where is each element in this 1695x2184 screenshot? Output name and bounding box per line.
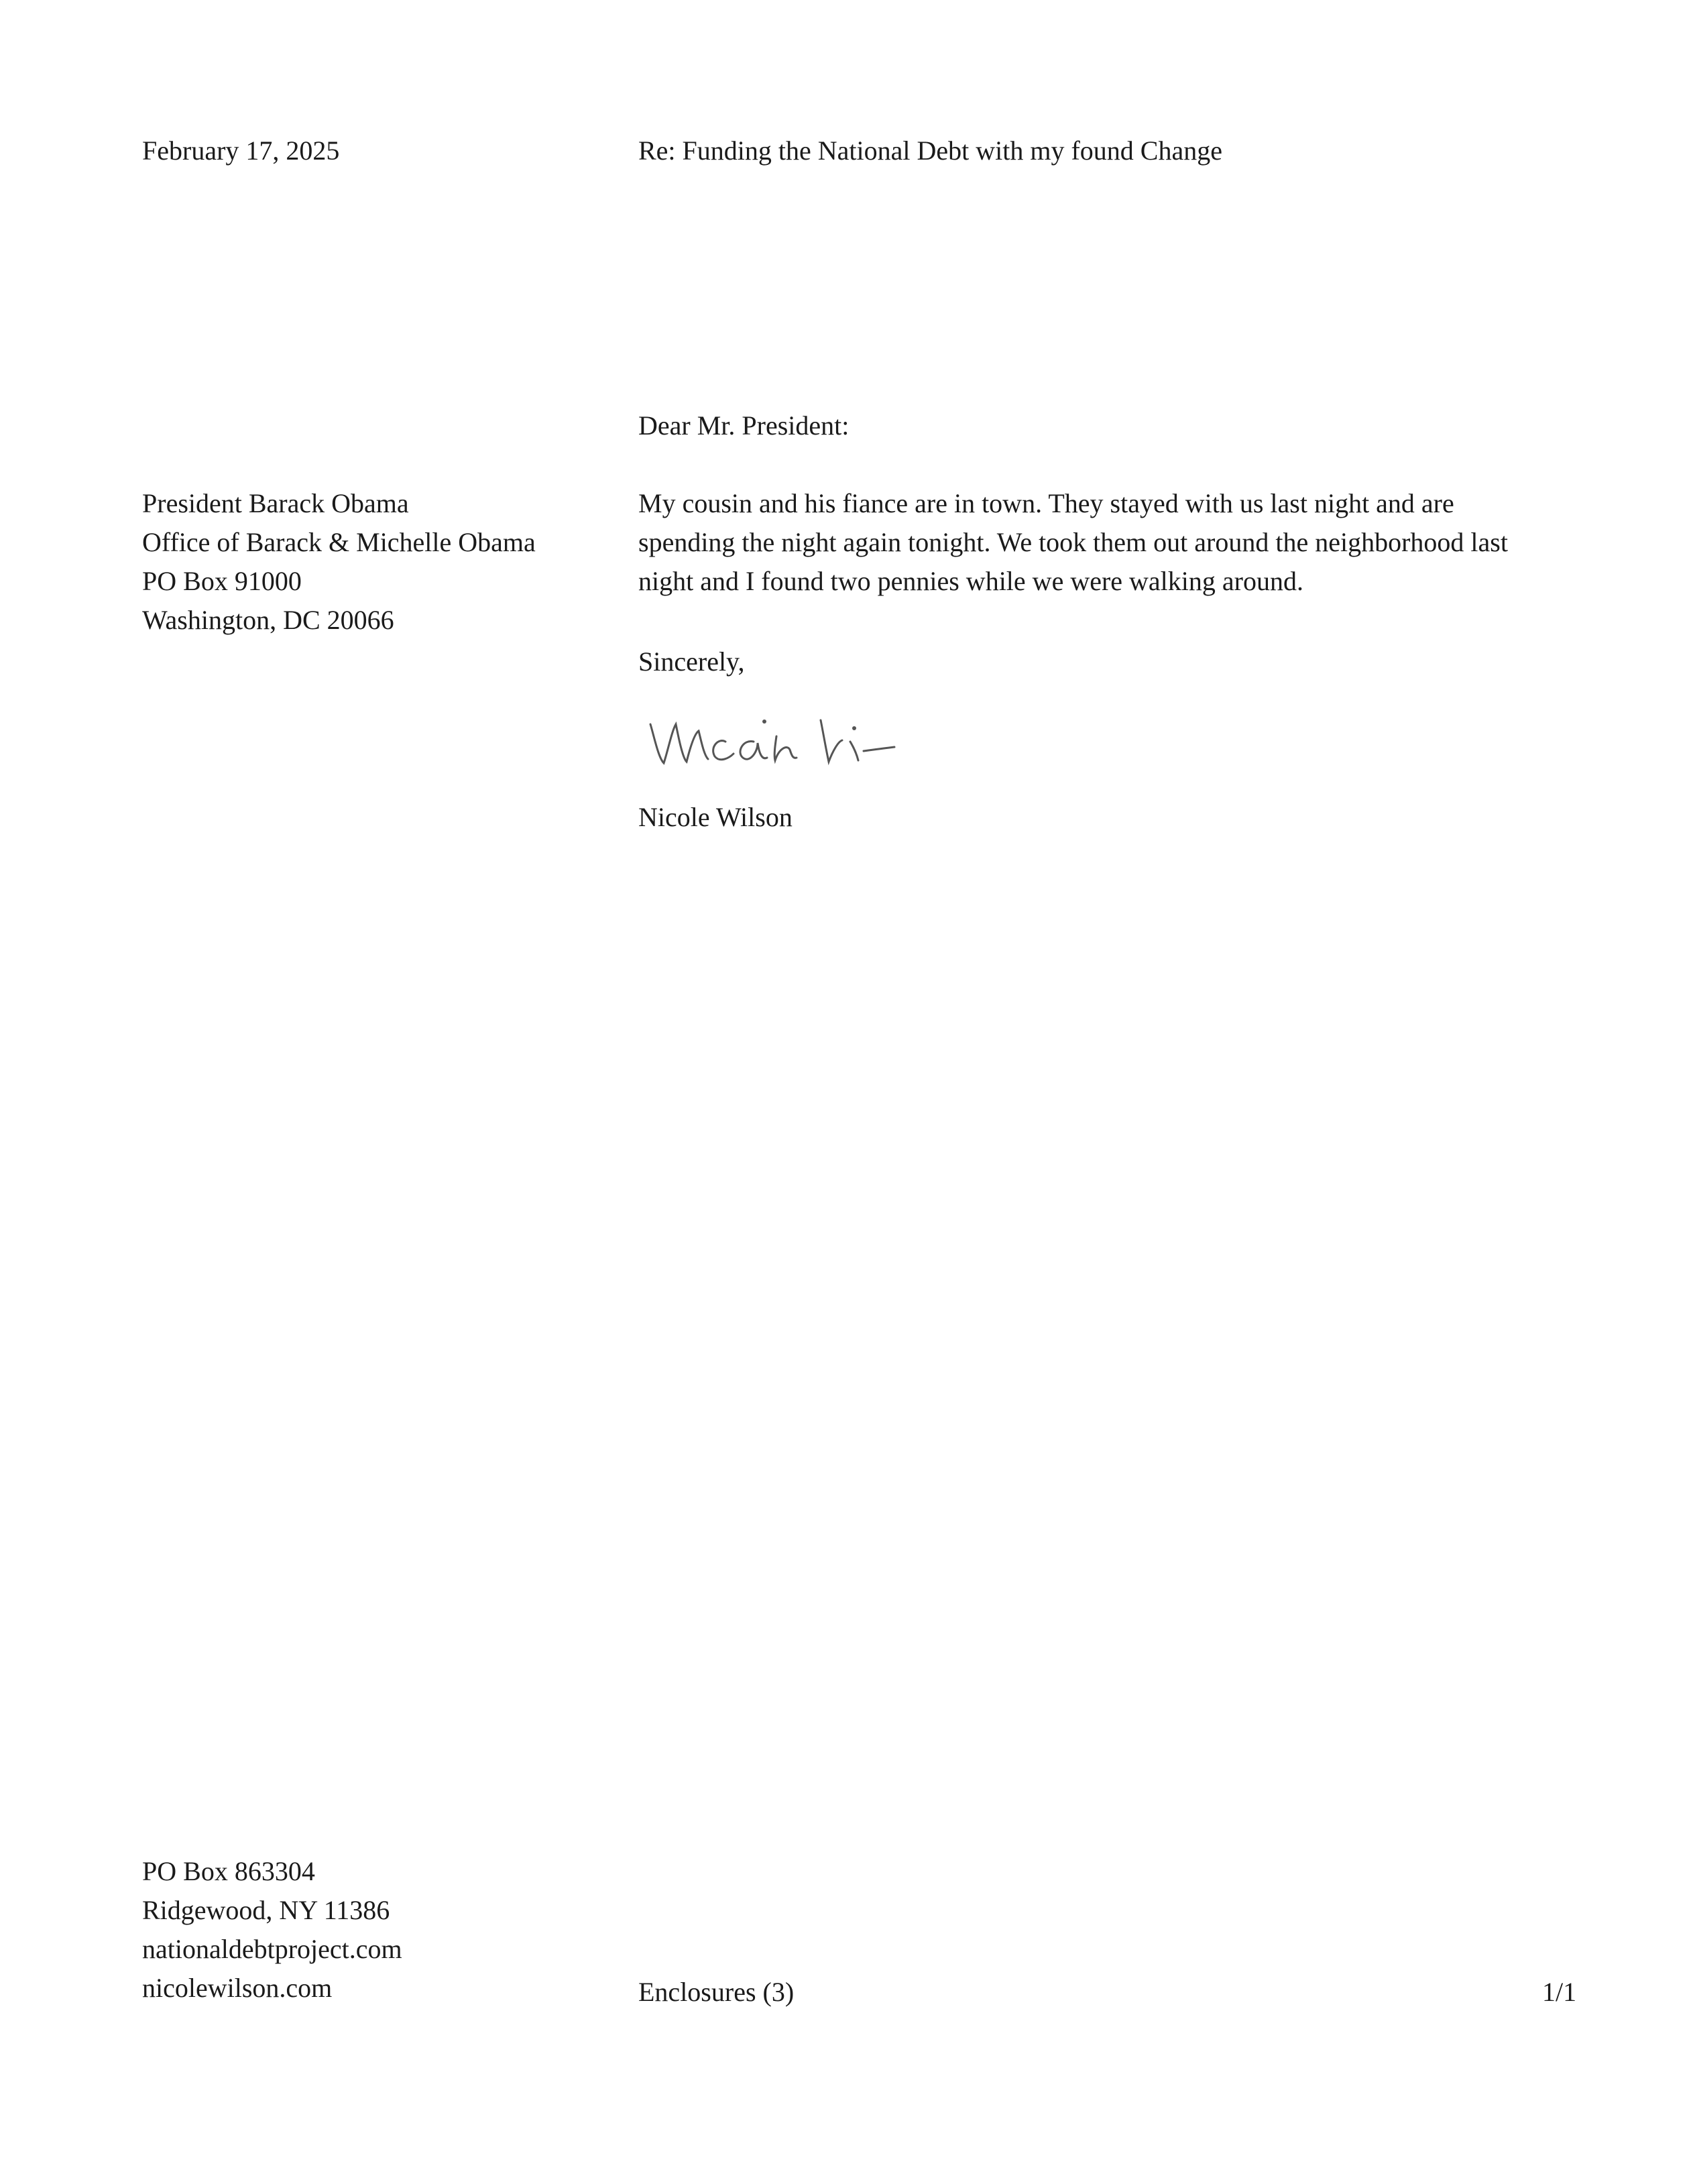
recipient-po-box: PO Box 91000 (142, 566, 302, 596)
recipient-address (142, 484, 536, 640)
body-line: My cousin and his fiance are in town. They stayed with us last night and are (638, 488, 1454, 518)
recipient-office: Office of Barack & Michelle Obama (142, 527, 536, 557)
sender-po-box: PO Box 863304 (142, 1856, 315, 1886)
sender-website-link[interactable]: nationaldebtproject.com (142, 1934, 402, 1964)
page-number: 1/1 (1542, 1977, 1577, 2007)
sender-city-state-zip: Ridgewood, NY 11386 (142, 1895, 390, 1925)
letter-body (638, 484, 1564, 601)
enclosures-note: Enclosures (3) (638, 1977, 795, 2007)
recipient-city-state-zip: Washington, DC 20066 (142, 605, 394, 635)
body-line: spending the night again tonight. We took them out around the neighborhood last (638, 527, 1508, 557)
body-line: night and I found two pennies while we were walking around. (638, 566, 1303, 596)
letter-subject: Re: Funding the National Debt with my found Change (638, 135, 1222, 166)
salutation: Dear Mr. President: (638, 410, 850, 441)
signer-name: Nicole Wilson (638, 802, 793, 832)
sender-address (142, 1852, 402, 2008)
sender-personal-website-link[interactable]: nicolewilson.com (142, 1973, 333, 2003)
letter-date: February 17, 2025 (142, 135, 340, 166)
recipient-name: President Barack Obama (142, 488, 409, 518)
closing: Sincerely, (638, 646, 745, 677)
handwritten-signature (645, 704, 953, 771)
